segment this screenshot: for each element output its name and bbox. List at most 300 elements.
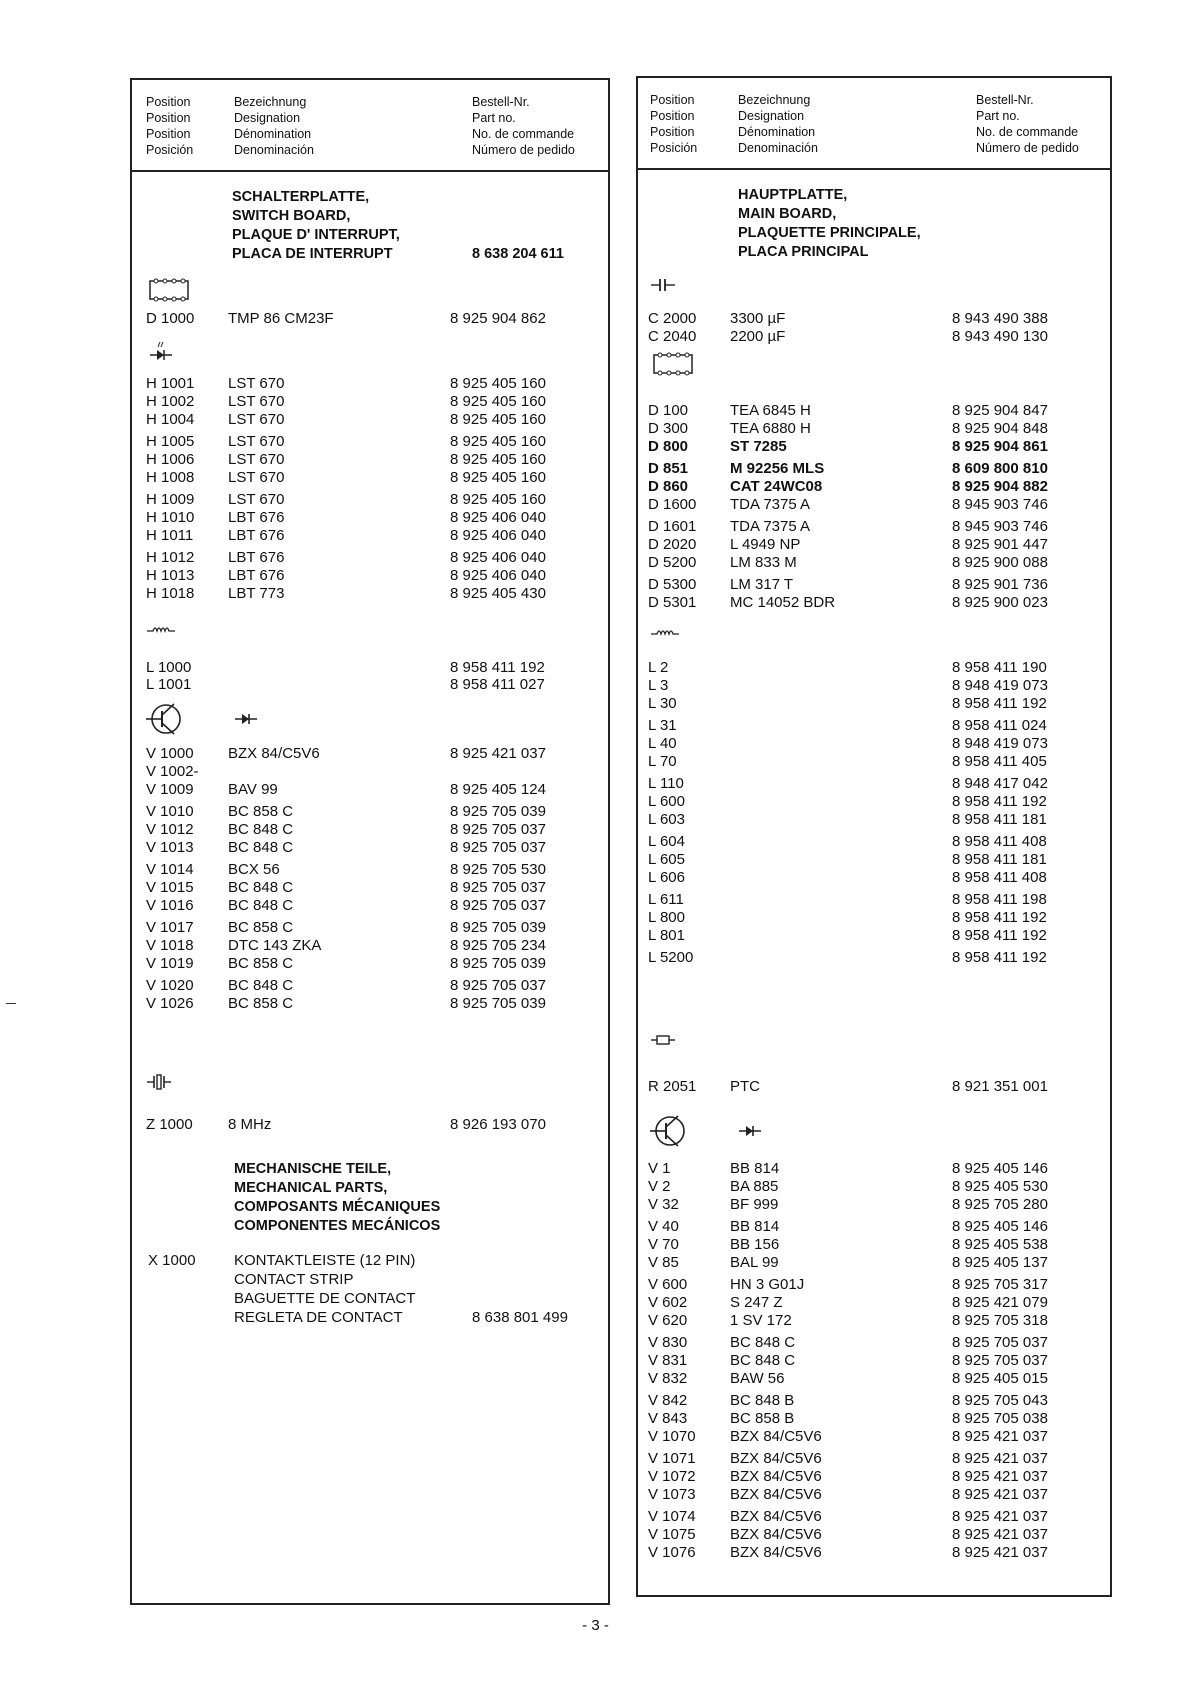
- row-position: V 70: [648, 1236, 679, 1253]
- x1000-designation: [234, 1251, 415, 1327]
- row-part-number: 8 925 705 234: [450, 937, 546, 954]
- row-designation: S 247 Z: [730, 1294, 783, 1311]
- row-position: D 1600: [648, 496, 697, 513]
- table-row: [638, 792, 1110, 811]
- table-header: [638, 78, 1110, 170]
- table-row: [638, 1391, 1110, 1410]
- row-position: V 1017: [146, 919, 194, 936]
- table-row: [638, 553, 1110, 572]
- row-part-number: 8 958 411 192: [952, 909, 1047, 926]
- row-part-number: 8 925 705 039: [450, 919, 546, 936]
- row-position: L 30: [648, 695, 677, 712]
- table-row: [638, 1311, 1110, 1330]
- row-designation: BC 858 C: [228, 955, 294, 972]
- table-row: [132, 820, 608, 839]
- row-designation: BAV 99: [228, 781, 278, 798]
- row-position: D 5200: [648, 554, 697, 571]
- row-designation: BZX 84/C5V6: [730, 1486, 822, 1503]
- row-part-number: 8 925 705 037: [450, 977, 546, 994]
- row-part-number: 8 958 411 192: [952, 793, 1047, 810]
- table-row: [638, 1235, 1110, 1254]
- table-row: [638, 459, 1110, 478]
- table-row: [638, 401, 1110, 420]
- row-designation: MC 14052 BDR: [730, 594, 836, 611]
- table-row: [132, 976, 608, 995]
- table-row: [638, 1543, 1110, 1562]
- row-position: H 1018: [146, 585, 195, 602]
- row-part-number: 8 925 705 037: [450, 821, 546, 838]
- table-row: [638, 774, 1110, 793]
- capacitor-icon: [650, 278, 676, 292]
- row-position: Z 1000: [146, 1116, 193, 1133]
- row-part-number: 8 925 405 430: [450, 585, 546, 602]
- table-row: [638, 1159, 1110, 1178]
- right-parts-table: [636, 76, 1112, 1597]
- row-position: V 1072: [648, 1468, 696, 1485]
- row-part-number: 8 948 419 073: [952, 677, 1048, 694]
- row-designation: BC 848 C: [730, 1334, 796, 1351]
- designation-line: KONTAKTLEISTE (12 PIN): [234, 1252, 416, 1269]
- header-position-column: [146, 94, 193, 158]
- row-position: D 1601: [648, 518, 697, 535]
- table-row: [638, 1467, 1110, 1486]
- row-part-number: 8 925 904 848: [952, 420, 1048, 437]
- row-position: V 1009: [146, 781, 194, 798]
- row-part-number: 8 958 411 027: [450, 676, 545, 693]
- row-position: H 1013: [146, 567, 195, 584]
- header-partno-column: [976, 92, 1079, 156]
- row-part-number: 8 925 421 037: [952, 1544, 1048, 1561]
- row-part-number: 8 958 411 408: [952, 833, 1047, 850]
- row-part-number: 8 958 411 408: [952, 869, 1047, 886]
- row-part-number: 8 925 405 124: [450, 781, 546, 798]
- row-position: L 611: [648, 891, 684, 908]
- header-position-es: Posición: [650, 141, 698, 155]
- table-row: [132, 860, 608, 879]
- row-designation: BZX 84/C5V6: [730, 1468, 822, 1485]
- header-partno-en: Part no.: [472, 111, 516, 125]
- row-designation: BZX 84/C5V6: [730, 1450, 822, 1467]
- row-part-number: 8 925 705 318: [952, 1312, 1048, 1329]
- header-designation-de: Bezeichnung: [234, 95, 307, 109]
- table-row: [638, 908, 1110, 927]
- row-position: V 843: [648, 1410, 688, 1427]
- row-designation: LST 670: [228, 393, 285, 410]
- row-position: D 1000: [146, 310, 195, 327]
- row-position: V 1073: [648, 1486, 696, 1503]
- row-part-number: 8 925 705 530: [450, 861, 546, 878]
- row-position: V 1019: [146, 955, 194, 972]
- ic-chip-icon: [650, 349, 696, 379]
- row-position: L 110: [648, 775, 684, 792]
- row-part-number: 8 925 705 037: [450, 879, 546, 896]
- row-position: H 1006: [146, 451, 195, 468]
- table-row: [132, 309, 608, 328]
- table-row: [132, 994, 608, 1013]
- table-row: [638, 810, 1110, 829]
- row-part-number: 8 609 800 810: [952, 460, 1048, 477]
- row-part-number: 8 925 405 146: [952, 1218, 1048, 1235]
- table-header: [132, 80, 608, 172]
- row-position: V 1018: [146, 937, 194, 954]
- row-part-number: 8 943 490 130: [952, 328, 1048, 345]
- row-position: D 2020: [648, 536, 697, 553]
- row-position: V 40: [648, 1218, 679, 1235]
- row-designation: BAW 56: [730, 1370, 785, 1387]
- table-row: [638, 327, 1110, 346]
- header-partno-es: Número de pedido: [472, 143, 575, 157]
- row-position: V 1026: [146, 995, 194, 1012]
- row-part-number: 8 925 405 160: [450, 451, 546, 468]
- row-designation: BZX 84/C5V6: [228, 745, 320, 762]
- row-part-number: 8 925 405 160: [450, 433, 546, 450]
- row-part-number: 8 958 411 192: [952, 695, 1047, 712]
- table-row: [132, 896, 608, 915]
- table-row: [132, 878, 608, 897]
- row-part-number: 8 925 705 037: [450, 897, 546, 914]
- header-partno-column: [472, 94, 575, 158]
- row-designation: BC 848 C: [228, 897, 294, 914]
- row-designation: ST 7285: [730, 438, 787, 455]
- row-designation: BC 858 C: [228, 995, 294, 1012]
- table-row: [638, 850, 1110, 869]
- row-designation: LST 670: [228, 433, 285, 450]
- right-table-body: [638, 168, 1110, 1595]
- designation-line: REGLETA DE CONTACT: [234, 1309, 403, 1326]
- table-row: [638, 1177, 1110, 1196]
- table-row: [638, 1525, 1110, 1544]
- row-designation: LBT 773: [228, 585, 285, 602]
- row-position: V 1015: [146, 879, 194, 896]
- table-row: [638, 926, 1110, 945]
- table-row: [132, 450, 608, 469]
- scan-edge-mark: [6, 1003, 16, 1004]
- row-position: D 860: [648, 478, 689, 495]
- row-position: H 1011: [146, 527, 194, 544]
- row-position: C 2040: [648, 328, 697, 345]
- row-part-number: 8 925 406 040: [450, 509, 546, 526]
- row-designation: TDA 7375 A: [730, 518, 811, 535]
- row-position: V 1012: [146, 821, 194, 838]
- header-designation-column: [234, 94, 314, 158]
- table-row: [132, 675, 608, 694]
- row-part-number: 8 925 904 862: [450, 310, 546, 327]
- row-designation: BA 885: [730, 1178, 779, 1195]
- row-part-number: 8 925 405 160: [450, 491, 546, 508]
- header-position-de: Position: [146, 95, 191, 109]
- header-partno-fr: No. de commande: [472, 127, 575, 141]
- row-designation: LBT 676: [228, 509, 285, 526]
- table-row: [638, 1507, 1110, 1526]
- header-partno-fr: No. de commande: [976, 125, 1079, 139]
- row-position: L 70: [648, 753, 677, 770]
- row-position: V 1016: [146, 897, 194, 914]
- row-part-number: 8 943 490 388: [952, 310, 1048, 327]
- row-position: H 1005: [146, 433, 195, 450]
- table-row: [132, 1115, 608, 1134]
- table-row: [638, 535, 1110, 554]
- header-designation-en: Designation: [738, 109, 805, 123]
- row-part-number: 8 926 193 070: [450, 1116, 546, 1133]
- row-part-number: 8 925 405 160: [450, 469, 546, 486]
- row-designation: PTC: [730, 1078, 760, 1095]
- table-row: [638, 676, 1110, 695]
- row-part-number: 8 925 705 037: [952, 1352, 1048, 1369]
- row-part-number: 8 925 421 037: [952, 1450, 1048, 1467]
- row-designation: BZX 84/C5V6: [730, 1526, 822, 1543]
- header-position-column: [650, 92, 697, 156]
- row-part-number: 8 925 405 137: [952, 1254, 1048, 1271]
- row-position: H 1004: [146, 411, 195, 428]
- row-part-number: 8 925 900 088: [952, 554, 1048, 571]
- row-designation: LM 317 T: [730, 576, 794, 593]
- table-row: [638, 477, 1110, 496]
- row-position: V 32: [648, 1196, 679, 1213]
- row-position: V 831: [648, 1352, 688, 1369]
- row-part-number: 8 958 411 024: [952, 717, 1047, 734]
- table-row: [638, 658, 1110, 677]
- title-line: HAUPTPLATTE,: [738, 187, 848, 203]
- table-row: [132, 374, 608, 393]
- row-part-number: 8 925 705 039: [450, 803, 546, 820]
- row-position: L 605: [648, 851, 685, 868]
- row-part-number: 8 958 411 405: [952, 753, 1047, 770]
- header-designation-column: [738, 92, 818, 156]
- table-row: [638, 716, 1110, 735]
- table-row: [638, 1449, 1110, 1468]
- row-part-number: 8 925 406 040: [450, 527, 546, 544]
- header-position-fr: Position: [146, 127, 191, 141]
- row-part-number: 8 958 411 192: [952, 949, 1047, 966]
- header-designation-es: Denominación: [234, 143, 314, 157]
- designation-line: BAGUETTE DE CONTACT: [234, 1290, 416, 1307]
- row-part-number: 8 948 419 073: [952, 735, 1048, 752]
- table-row: [638, 890, 1110, 909]
- row-position: D 100: [648, 402, 689, 419]
- row-part-number: 8 925 705 037: [952, 1334, 1048, 1351]
- row-designation: LBT 676: [228, 567, 285, 584]
- row-part-number: 8 925 405 538: [952, 1236, 1048, 1253]
- table-row: [638, 593, 1110, 612]
- row-position: D 5301: [648, 594, 697, 611]
- header-partno-de: Bestell-Nr.: [472, 95, 530, 109]
- row-position: C 2000: [648, 310, 697, 327]
- left-parts-table: [130, 78, 610, 1605]
- row-part-number: 8 925 705 038: [952, 1410, 1048, 1427]
- table-row: [638, 752, 1110, 771]
- table-row: [638, 868, 1110, 887]
- row-part-number: 8 925 901 736: [952, 576, 1048, 593]
- row-position: V 1075: [648, 1526, 696, 1543]
- row-position: V 620: [648, 1312, 688, 1329]
- row-position: R 2051: [648, 1078, 697, 1095]
- row-designation: CAT 24WC08: [730, 478, 823, 495]
- row-position: V 1010: [146, 803, 194, 820]
- table-row: [638, 495, 1110, 514]
- row-designation: DTC 143 ZKA: [228, 937, 322, 954]
- page-number: - 3 -: [582, 1617, 609, 1634]
- header-position-en: Position: [146, 111, 191, 125]
- row-designation: BF 999: [730, 1196, 779, 1213]
- left-table-body: [132, 170, 608, 1603]
- title-line: PLAQUETTE PRINCIPALE,: [738, 225, 921, 241]
- row-position: D 5300: [648, 576, 697, 593]
- title-line: PLACA DE INTERRUPT: [232, 246, 393, 262]
- table-row: [132, 526, 608, 545]
- table-row: [638, 734, 1110, 753]
- row-part-number: 8 925 405 146: [952, 1160, 1048, 1177]
- row-part-number: 8 925 901 447: [952, 536, 1048, 553]
- header-designation-es: Denominación: [738, 141, 818, 155]
- table-row: [132, 780, 608, 799]
- row-part-number: 8 925 705 039: [450, 955, 546, 972]
- row-position: L 31: [648, 717, 677, 734]
- section-title-main-board: [738, 186, 921, 262]
- row-designation: BC 848 C: [228, 977, 294, 994]
- row-part-number: 8 958 411 181: [952, 851, 1047, 868]
- row-part-number: 8 945 903 746: [952, 496, 1048, 513]
- x1000-part-number: 8 638 801 499: [472, 1309, 568, 1326]
- row-designation: TMP 86 CM23F: [228, 310, 334, 327]
- row-position: H 1010: [146, 509, 195, 526]
- header-position-fr: Position: [650, 125, 695, 139]
- row-designation: BC 848 C: [228, 839, 294, 856]
- header-partno-en: Part no.: [976, 109, 1020, 123]
- row-designation: LBT 676: [228, 527, 285, 544]
- row-designation: M 92256 MLS: [730, 460, 825, 477]
- row-part-number: 8 925 705 037: [450, 839, 546, 856]
- row-position: V 1: [648, 1160, 671, 1177]
- table-row: [638, 1485, 1110, 1504]
- row-designation: BB 156: [730, 1236, 780, 1253]
- row-part-number: 8 925 904 847: [952, 402, 1048, 419]
- table-row: [132, 392, 608, 411]
- crystal-icon: [146, 1072, 172, 1092]
- row-designation: LST 670: [228, 451, 285, 468]
- title-line: MECHANICAL PARTS,: [234, 1180, 388, 1196]
- row-part-number: 8 925 421 037: [952, 1526, 1048, 1543]
- row-designation: BC 858 C: [228, 803, 294, 820]
- row-position: L 606: [648, 869, 685, 886]
- row-designation: HN 3 G01J: [730, 1276, 805, 1293]
- row-designation: BZX 84/C5V6: [730, 1428, 822, 1445]
- row-designation: LST 670: [228, 491, 285, 508]
- row-part-number: 8 958 411 198: [952, 891, 1047, 908]
- row-position: V 1074: [648, 1508, 696, 1525]
- row-position: L 5200: [648, 949, 694, 966]
- table-row: [638, 1275, 1110, 1294]
- header-position-es: Posición: [146, 143, 194, 157]
- row-part-number: 8 925 405 160: [450, 411, 546, 428]
- row-part-number: 8 925 406 040: [450, 567, 546, 584]
- row-designation: BAL 99: [730, 1254, 779, 1271]
- table-row: [638, 1427, 1110, 1446]
- transistor-icon: [648, 1112, 688, 1150]
- row-part-number: 8 925 421 037: [952, 1428, 1048, 1445]
- row-part-number: 8 925 705 280: [952, 1196, 1048, 1213]
- table-row: [638, 1195, 1110, 1214]
- table-row: [638, 1409, 1110, 1428]
- diode-icon: [234, 712, 258, 726]
- table-row: [638, 309, 1110, 328]
- row-position: D 851: [648, 460, 689, 477]
- row-position: D 300: [648, 420, 689, 437]
- table-row: [638, 1253, 1110, 1272]
- row-position: V 602: [648, 1294, 688, 1311]
- table-row: [638, 1333, 1110, 1352]
- row-position: V 1070: [648, 1428, 696, 1445]
- row-designation: TEA 6880 H: [730, 420, 811, 437]
- transistor-icon: [144, 700, 184, 738]
- title-line: COMPOSANTS MÉCANIQUES: [234, 1199, 441, 1215]
- row-designation: BZX 84/C5V6: [730, 1508, 822, 1525]
- table-row: [132, 954, 608, 973]
- row-position: H 1012: [146, 549, 195, 566]
- row-position: L 2: [648, 659, 669, 676]
- table-row: [638, 1369, 1110, 1388]
- table-row: [132, 918, 608, 937]
- inductor-icon: [146, 623, 176, 635]
- row-position: L 801: [648, 927, 685, 944]
- header-designation-de: Bezeichnung: [738, 93, 811, 107]
- row-designation: BB 814: [730, 1160, 780, 1177]
- designation-line: CONTACT STRIP: [234, 1271, 354, 1288]
- row-position: V 842: [648, 1392, 688, 1409]
- x1000-position: X 1000: [148, 1252, 196, 1269]
- row-part-number: 8 925 405 160: [450, 375, 546, 392]
- row-part-number: 8 925 421 037: [952, 1468, 1048, 1485]
- row-part-number: 8 925 405 530: [952, 1178, 1048, 1195]
- row-position: L 604: [648, 833, 685, 850]
- row-position: L 1000: [146, 659, 192, 676]
- table-row: [638, 694, 1110, 713]
- row-position: L 1001: [146, 676, 192, 693]
- ic-chip-icon: [146, 275, 192, 305]
- title-line: COMPONENTES MECÁNICOS: [234, 1218, 441, 1234]
- row-part-number: 8 925 705 317: [952, 1276, 1048, 1293]
- header-partno-de: Bestell-Nr.: [976, 93, 1034, 107]
- row-designation: BC 848 C: [730, 1352, 796, 1369]
- row-part-number: 8 925 705 043: [952, 1392, 1048, 1409]
- row-designation: 3300 µF: [730, 310, 786, 327]
- table-row: [132, 508, 608, 527]
- row-position: L 40: [648, 735, 677, 752]
- row-part-number: 8 921 351 001: [952, 1078, 1048, 1095]
- row-designation: BC 848 C: [228, 821, 294, 838]
- row-position: V 1013: [146, 839, 194, 856]
- table-row: [638, 948, 1110, 967]
- title-line: PLACA PRINCIPAL: [738, 244, 869, 260]
- row-part-number: 8 925 405 160: [450, 393, 546, 410]
- row-position: L 600: [648, 793, 685, 810]
- title-line: MAIN BOARD,: [738, 206, 837, 222]
- row-part-number: 8 925 900 023: [952, 594, 1048, 611]
- row-designation: 8 MHz: [228, 1116, 272, 1133]
- row-designation: LST 670: [228, 375, 285, 392]
- row-designation: BC 848 B: [730, 1392, 795, 1409]
- header-partno-es: Número de pedido: [976, 141, 1079, 155]
- row-part-number: 8 958 411 192: [952, 927, 1047, 944]
- table-row: [638, 832, 1110, 851]
- diode-icon: [738, 1124, 762, 1138]
- row-part-number: 8 958 411 181: [952, 811, 1047, 828]
- title-line: PLAQUE D' INTERRUPT,: [232, 227, 400, 243]
- row-designation: BZX 84/C5V6: [730, 1544, 822, 1561]
- row-part-number: 8 925 421 037: [952, 1486, 1048, 1503]
- row-part-number: 8 945 903 746: [952, 518, 1048, 535]
- title-line: MECHANISCHE TEILE,: [234, 1161, 392, 1177]
- table-row: [132, 762, 608, 781]
